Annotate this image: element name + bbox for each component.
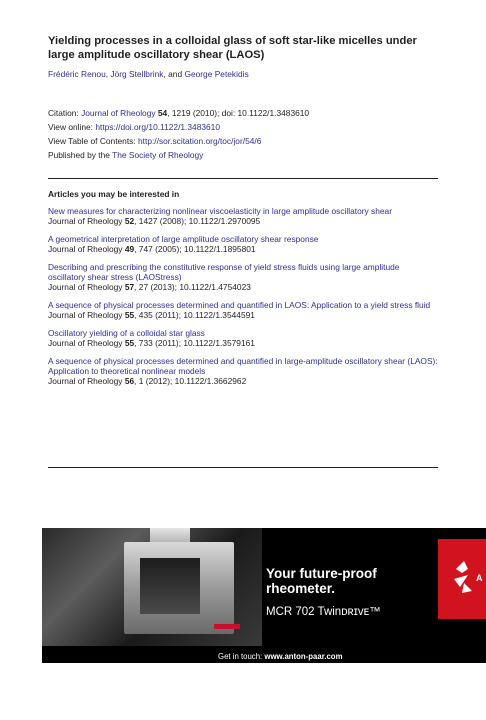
related-article-title[interactable]: A geometrical interpretation of large amplitude oscillatory shear response — [48, 234, 319, 244]
related-volume: 55 — [124, 338, 135, 348]
related-journal: Journal of Rheology — [48, 310, 123, 320]
view-online-line — [48, 121, 438, 133]
publisher-link[interactable]: The Society of Rheology — [112, 150, 204, 160]
related-article — [48, 300, 438, 320]
related-volume: 56 — [124, 376, 135, 386]
citation-line — [48, 107, 438, 119]
related-details: , 733 (2011); 10.1122/1.3579161 — [134, 338, 255, 348]
citation-details: , 1219 (2010); doi: 10.1122/1.3483610 — [167, 108, 310, 118]
related-journal: Journal of Rheology — [48, 216, 123, 226]
view-online-label: View online: — [48, 122, 96, 132]
related-volume: 49 — [124, 244, 135, 254]
related-article-citation — [48, 216, 438, 226]
author-list — [48, 69, 428, 80]
ad-model-name: MCR 702 Twinᴅʀɪᴠᴇ™ — [266, 606, 381, 618]
related-details: , 435 (2011); 10.1122/1.3544591 — [134, 310, 255, 320]
publisher-label: Published by the — [48, 150, 113, 160]
ad-contact-link[interactable]: www.anton-paar.com — [264, 652, 343, 661]
related-article-title[interactable]: A sequence of physical processes determined and quantified in LAOS: Application to a yield stress fluid — [48, 300, 431, 310]
ad-headline-line: Your future-proof — [266, 566, 377, 581]
related-details: , 27 (2013); 10.1122/1.4754023 — [134, 282, 251, 292]
doi-link[interactable]: https://doi.org/10.1122/1.3483610 — [95, 122, 220, 132]
citation-block — [48, 107, 438, 161]
toc-label: View Table of Contents: — [48, 136, 139, 146]
publisher-line — [48, 149, 438, 161]
related-article — [48, 206, 438, 226]
related-article — [48, 262, 438, 292]
related-journal: Journal of Rheology — [48, 376, 123, 386]
rheometer-window-shape — [140, 558, 200, 614]
bottom-divider — [48, 467, 438, 468]
rheometer-image — [42, 528, 262, 646]
author-link[interactable]: Jörg Stellbrink — [110, 69, 164, 79]
ad-headline-line: rheometer. — [266, 581, 336, 596]
related-article-title[interactable]: A sequence of physical processes determined and quantified in large-amplitude oscillatory shear (LAOS): Application to theoretical nonlinear models — [48, 356, 438, 376]
related-details: , 1 (2012); 10.1122/1.3662962 — [134, 376, 247, 386]
rheometer-accent-shape — [214, 624, 240, 629]
top-divider — [48, 178, 438, 179]
related-journal: Journal of Rheology — [48, 282, 123, 292]
related-article-citation — [48, 376, 438, 386]
related-details: , 1427 (2008); 10.1122/1.2970095 — [134, 216, 261, 226]
related-article — [48, 234, 438, 254]
related-volume: 57 — [124, 282, 135, 292]
related-articles-heading: Articles you may be interested in — [48, 189, 180, 199]
logo-text: A — [476, 573, 483, 583]
related-details: , 747 (2005); 10.1122/1.1895801 — [134, 244, 256, 254]
ad-headline — [266, 566, 436, 596]
related-volume: 52 — [124, 216, 135, 226]
related-article-title[interactable]: Oscillatory yielding of a colloidal star glass — [48, 328, 205, 338]
related-journal: Journal of Rheology — [48, 338, 123, 348]
citation-label: Citation: — [48, 108, 82, 118]
related-journal: Journal of Rheology — [48, 244, 123, 254]
related-article-citation — [48, 338, 438, 348]
ad-contact — [218, 652, 343, 662]
author-link[interactable]: George Petekidis — [184, 69, 249, 79]
related-article-citation — [48, 244, 438, 254]
volume-number: 54 — [157, 108, 168, 118]
related-article-title[interactable]: New measures for characterizing nonlinear viscoelasticity in large amplitude oscillatory shear — [48, 206, 392, 216]
related-article-title[interactable]: Describing and prescribing the constitutive response of yield stress fluids using large amplitude oscillatory shear stress (LAOStress) — [48, 262, 400, 282]
related-article-citation — [48, 282, 438, 292]
ad-contact-label: Get in touch: — [218, 652, 265, 661]
article-title: Yielding processes in a colloidal glass of soft star-like micelles under large amplitude oscillatory shear (LAOS) — [48, 35, 417, 61]
toc-link[interactable]: http://sor.scitation.org/toc/jor/54/6 — [138, 136, 262, 146]
related-article-citation — [48, 310, 438, 320]
related-articles-list — [48, 206, 438, 394]
related-article — [48, 356, 438, 386]
author-separator: , — [105, 69, 111, 79]
toc-line — [48, 135, 438, 147]
anton-paar-logo — [438, 539, 486, 619]
related-volume: 55 — [124, 310, 135, 320]
advertisement-banner[interactable] — [42, 528, 486, 663]
journal-link[interactable]: Journal of Rheology — [81, 108, 156, 118]
author-link[interactable]: Frédéric Renou — [48, 69, 106, 79]
related-article — [48, 328, 438, 348]
author-separator: , and — [163, 69, 185, 79]
